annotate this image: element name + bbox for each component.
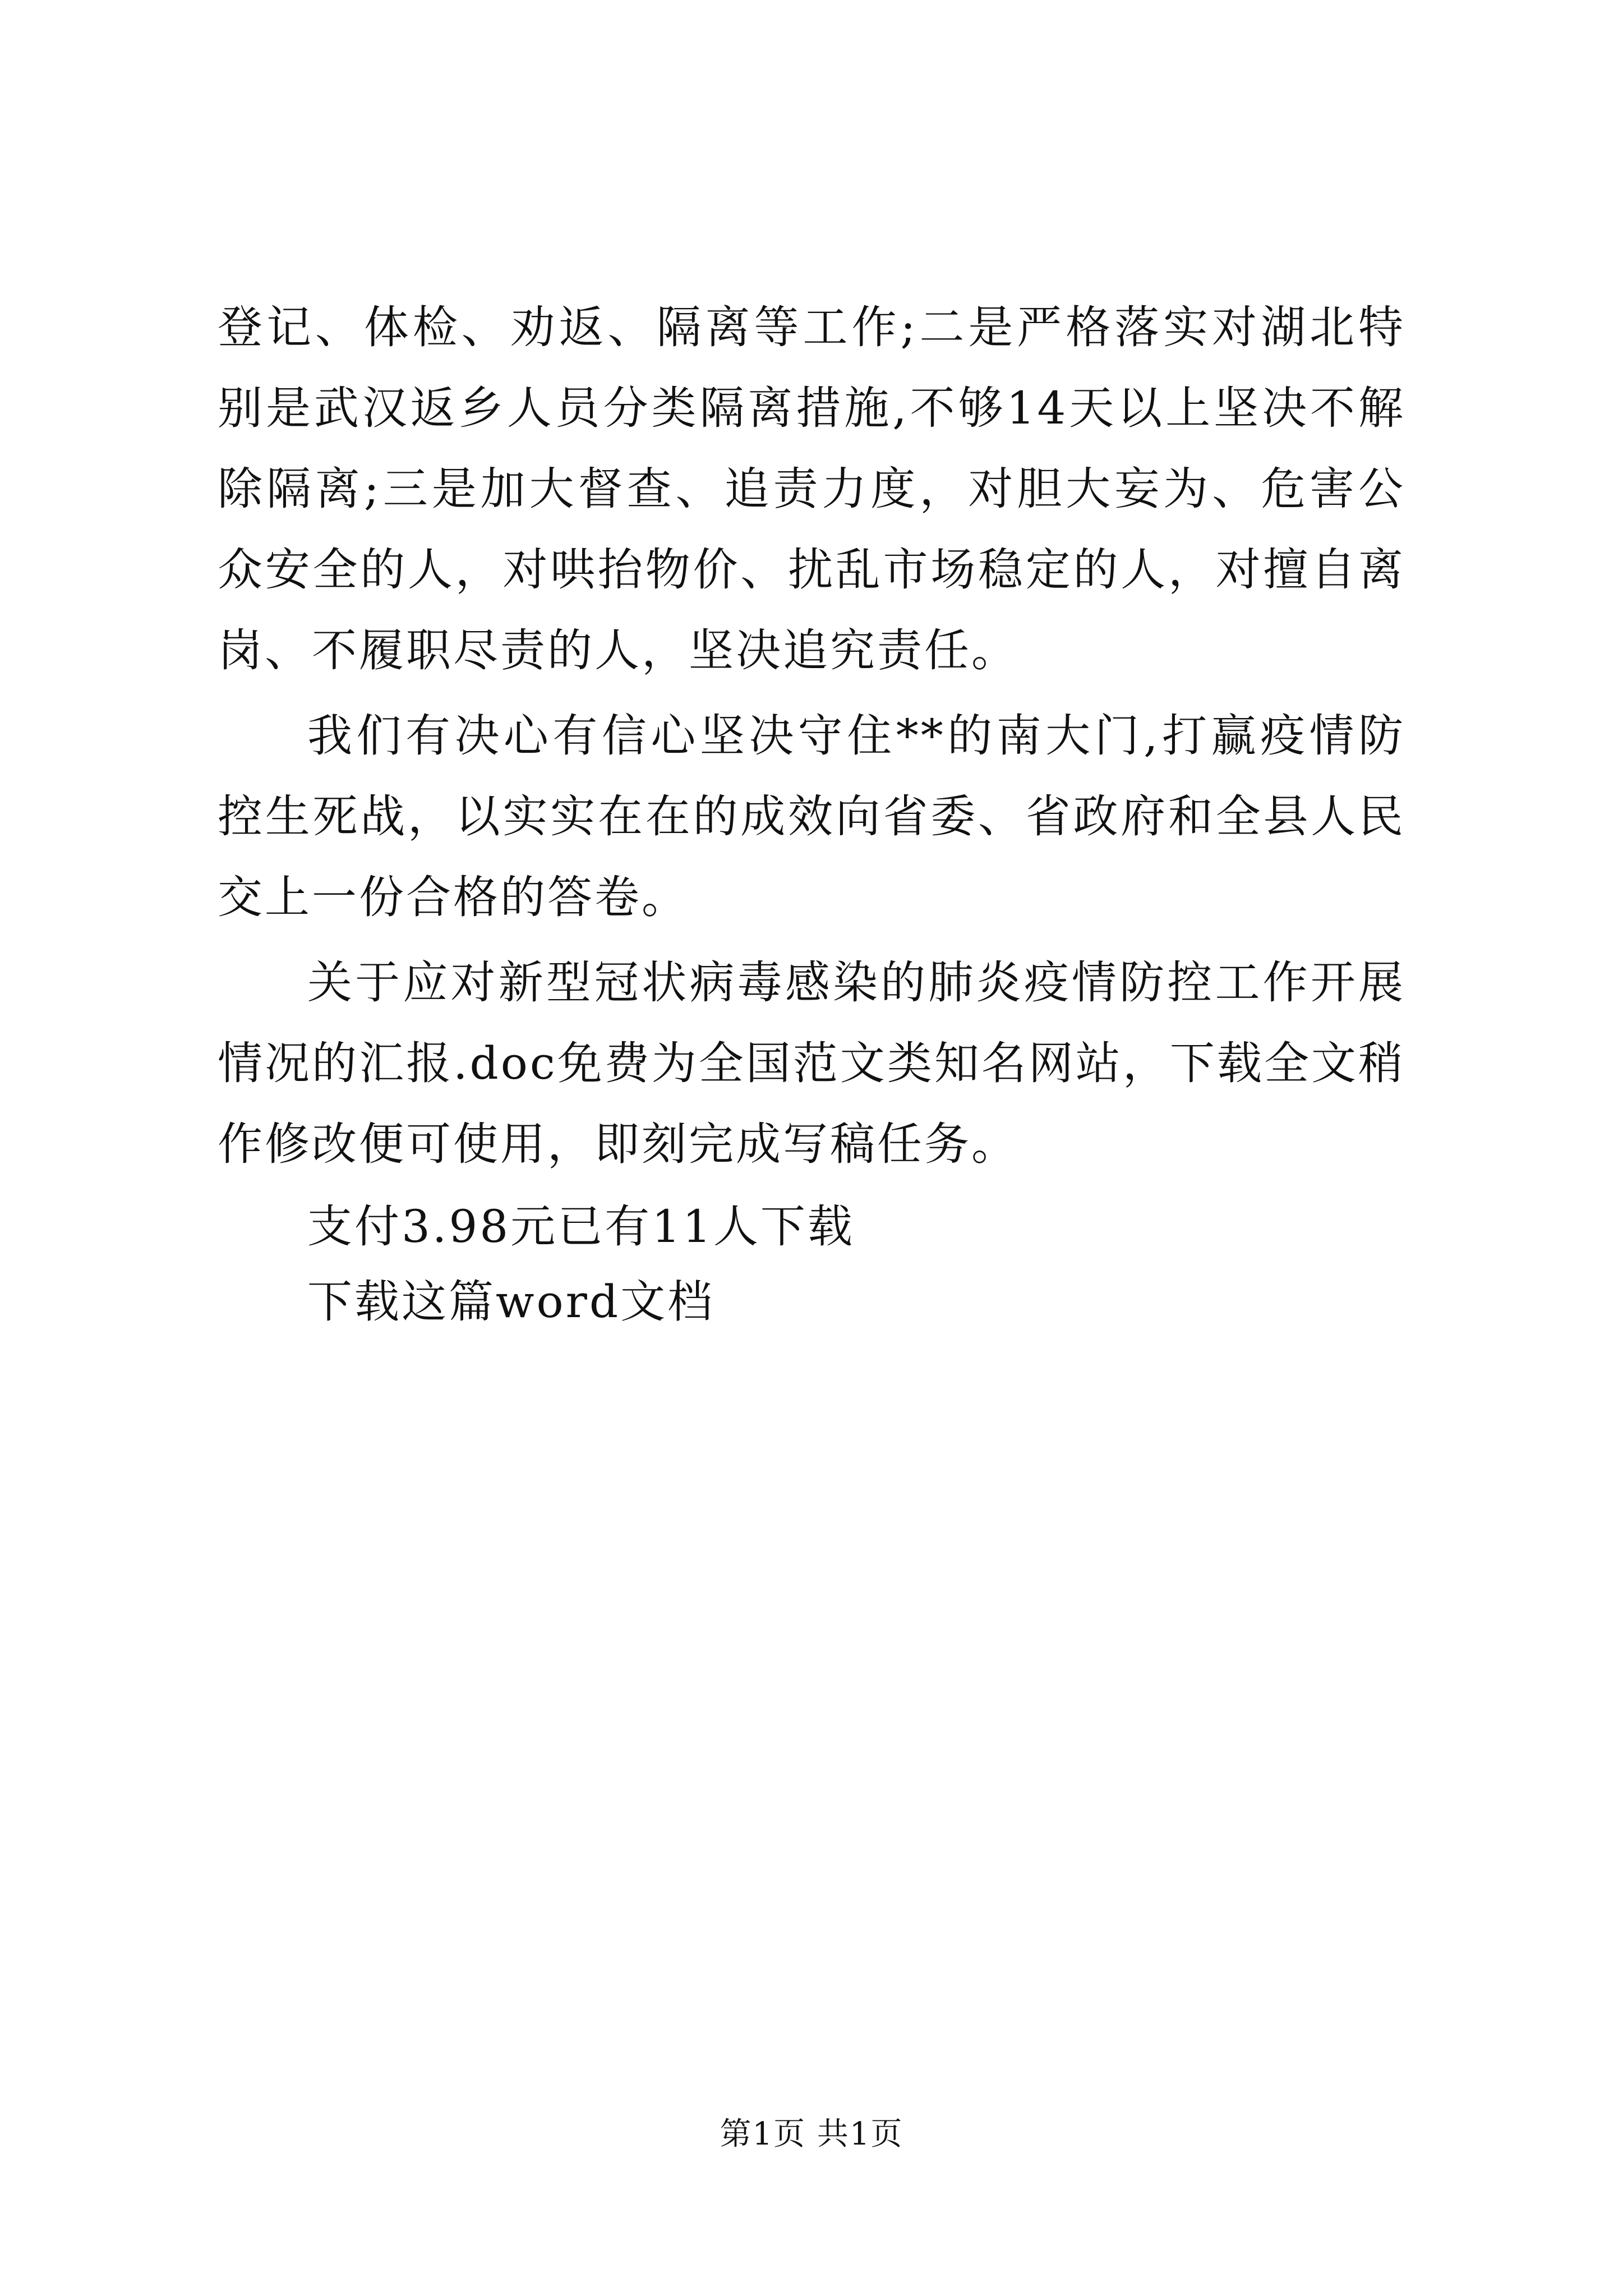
download-word-link[interactable]: 下载这篇word文档	[307, 1276, 715, 1328]
paragraph-continuation: 登记、体检、劝返、隔离等工作;二是严格落实对湖北特别是武汉返乡人员分类隔离措施,不够14天以上坚决不解除隔离;三是加大督查、追责力度，对胆大妄为、危害公众安全的人，对哄抬物价、扰乱市场稳定的人，对擅自离岗、不履职尽责的人，坚决追究责任。	[218, 301, 1405, 677]
page-number-footer: 第1页 共1页	[720, 2116, 903, 2152]
paragraph-resolution: 我们有决心有信心坚决守住**的南大门,打赢疫情防控生死战，以实实在在的成效向省委、省政府和全县人民交上一份合格的答卷。	[218, 710, 1405, 923]
document-body	[218, 287, 1405, 1340]
payment-info[interactable]: 支付3.98元已有11人下载	[307, 1200, 855, 1253]
paragraph-download-notice: 关于应对新型冠状病毒感染的肺炎疫情防控工作开展情况的汇报.doc免费为全国范文类知名网站，下载全文稍作修改便可使用，即刻完成写稿任务。	[218, 956, 1405, 1170]
